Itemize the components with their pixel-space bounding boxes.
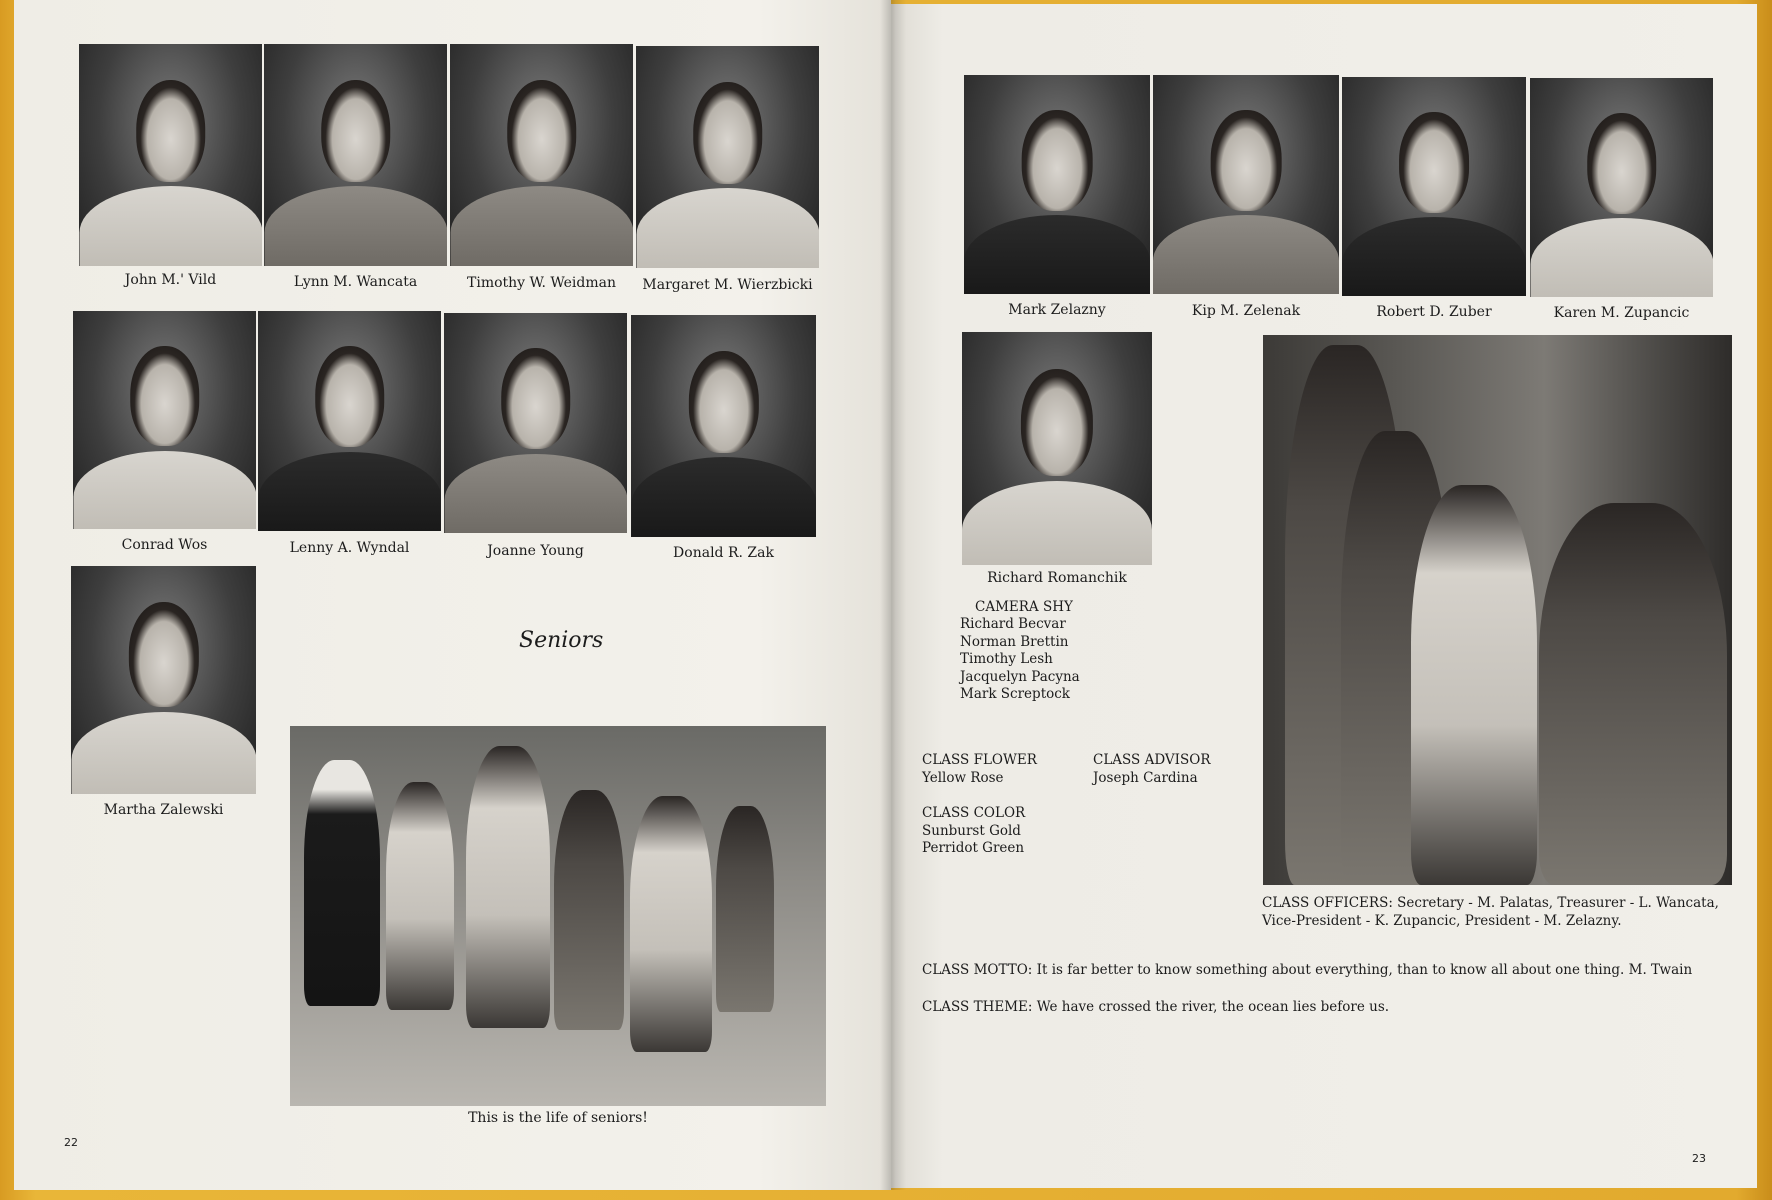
book-gutter: [880, 0, 906, 1190]
portrait-photo: [73, 311, 256, 529]
portrait-caption: Timothy W. Weidman: [467, 275, 616, 291]
portrait-caption: Lynn M. Wancata: [293, 274, 418, 290]
portrait-photo: [962, 332, 1152, 565]
section-title: Seniors: [519, 628, 604, 653]
portrait-caption: John M.' Vild: [124, 272, 217, 288]
candid-hallway-photo: [290, 726, 826, 1106]
class-color-value: Sunburst Gold: [922, 823, 1021, 839]
officers-caption-line: CLASS OFFICERS: Secretary - M. Palatas, Treasurer - L. Wancata,: [1262, 895, 1719, 911]
portrait-caption: Karen M. Zupancic: [1553, 305, 1690, 321]
portrait-caption: Martha Zalewski: [103, 802, 224, 818]
portrait-photo: [258, 311, 441, 531]
class-color-value: Perridot Green: [922, 840, 1025, 856]
portrait-photo: [1342, 77, 1526, 296]
portrait-photo: [631, 315, 816, 537]
class-flower-label: CLASS FLOWER: [922, 752, 1037, 768]
portrait-photo: [444, 313, 627, 533]
class-advisor-value: Joseph Cardina: [1093, 770, 1198, 786]
portrait-caption: Robert D. Zuber: [1376, 304, 1492, 320]
class-officers-photo: [1263, 335, 1732, 885]
portrait-caption: Donald R. Zak: [673, 545, 774, 561]
class-flower-value: Yellow Rose: [922, 770, 1004, 786]
right-page: [891, 4, 1757, 1188]
page-number: 22: [64, 1136, 78, 1149]
portrait-photo: [264, 44, 447, 266]
portrait-caption: Lenny A. Wyndal: [289, 540, 410, 556]
portrait-caption: Richard Romanchik: [987, 570, 1127, 586]
portrait-photo: [636, 46, 819, 268]
officers-caption-line: Vice-President - K. Zupancic, President - M. Zelazny.: [1262, 913, 1622, 929]
camera-shy-name: Mark Screptock: [960, 686, 1070, 703]
camera-shy-heading: CAMERA SHY: [975, 599, 1073, 615]
class-theme: CLASS THEME: We have crossed the river, the ocean lies before us.: [922, 999, 1390, 1015]
class-advisor-label: CLASS ADVISOR: [1093, 752, 1211, 768]
class-motto: CLASS MOTTO: It is far better to know something about everything, than to know all about one thing. M. Twain: [922, 962, 1693, 978]
portrait-photo: [450, 44, 633, 266]
portrait-caption: Joanne Young: [487, 543, 584, 559]
camera-shy-list: [960, 616, 1080, 704]
left-page: [14, 0, 891, 1190]
class-color-label: CLASS COLOR: [922, 805, 1026, 821]
camera-shy-name: Jacquelyn Pacyna: [960, 668, 1080, 685]
portrait-caption: Mark Zelazny: [1008, 302, 1106, 318]
portrait-caption: Margaret M. Wierzbicki: [642, 277, 813, 293]
portrait-photo: [1530, 78, 1713, 297]
portrait-photo: [1153, 75, 1339, 294]
camera-shy-name: Timothy Lesh: [960, 651, 1053, 668]
portrait-caption: Conrad Wos: [121, 537, 208, 553]
candid-caption: This is the life of seniors!: [468, 1110, 648, 1126]
portrait-photo: [71, 566, 256, 794]
camera-shy-name: Richard Becvar: [960, 616, 1066, 632]
portrait-photo: [964, 75, 1150, 294]
camera-shy-name: Norman Brettin: [960, 633, 1069, 650]
page-number: 23: [1692, 1152, 1706, 1165]
portrait-photo: [79, 44, 262, 266]
portrait-caption: Kip M. Zelenak: [1191, 303, 1301, 319]
